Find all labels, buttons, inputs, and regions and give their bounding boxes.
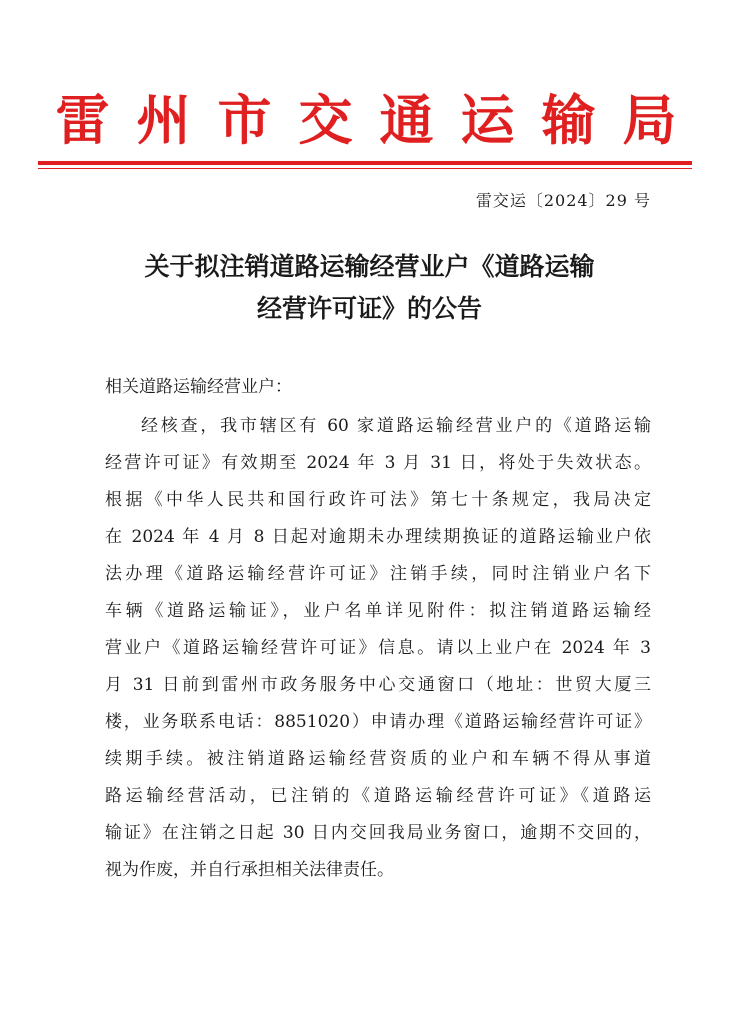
body-line: 楼，业务联系电话：8851020）申请办理《道路运输经营许可证》 xyxy=(105,712,651,732)
title-line-2: 经营许可证》的公告 xyxy=(256,294,482,323)
header-rule-thin xyxy=(38,168,692,169)
body-line: 法办理《道路运输经营许可证》注销手续，同时注销业户名下 xyxy=(105,564,651,584)
title-line-1: 关于拟注销道路运输经营业户《道路运输 xyxy=(144,252,595,281)
agency-header: 雷州市交通运输局 xyxy=(55,88,704,152)
body-line: 营业户《道路运输经营许可证》信息。请以上业户在 2024 年 3 xyxy=(105,638,651,658)
body-line: 车辆《道路运输证》，业户名单详见附件：拟注销道路运输经 xyxy=(105,601,651,621)
document-number: 雷交运〔2024〕29 号 xyxy=(475,191,651,210)
body-line: 经营许可证》有效期至 2024 年 3 月 31 日，将处于失效状态。 xyxy=(105,453,651,473)
body-line: 月 31 日前到雷州市政务服务中心交通窗口（地址：世贸大厦三 xyxy=(105,675,651,695)
body-paragraph xyxy=(105,408,651,889)
notice-title xyxy=(0,246,739,330)
body-line: 在 2024 年 4 月 8 日起对逾期未办理续期换证的道路运输业户依 xyxy=(105,527,651,547)
body-line: 经核查，我市辖区有 60 家道路运输经营业户的《道路运输 xyxy=(141,416,651,436)
body-line: 输证》在注销之日起 30 日内交回我局业务窗口，逾期不交回的， xyxy=(105,823,651,843)
body-line: 续期手续。被注销道路运输经营资质的业户和车辆不得从事道 xyxy=(105,749,651,769)
body-line: 视为作废，并自行承担相关法律责任。 xyxy=(105,860,394,880)
body-line: 根据《中华人民共和国行政许可法》第七十条规定，我局决定 xyxy=(105,490,651,510)
salutation: 相关道路运输经营业户： xyxy=(105,377,292,397)
body-line: 路运输经营活动，已注销的《道路运输经营许可证》《道路运 xyxy=(105,786,651,806)
header-rule-thick xyxy=(38,161,692,165)
